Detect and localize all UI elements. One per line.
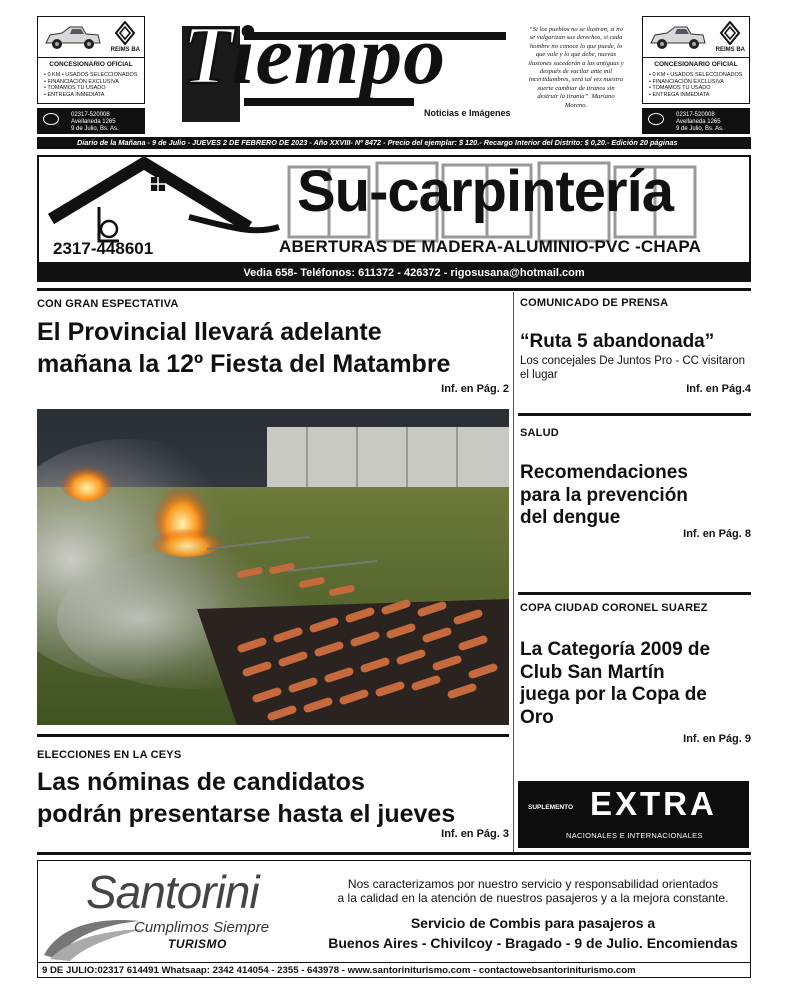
elecciones-ref: Inf. en Pág. 3 bbox=[441, 828, 509, 840]
column-divider bbox=[513, 292, 514, 852]
copa-headline-line: Oro bbox=[520, 706, 554, 728]
dealer-title: CONCESIONARIO OFICIAL bbox=[49, 61, 133, 68]
carpinteria-ad bbox=[37, 155, 751, 264]
dealer-features bbox=[649, 72, 742, 98]
comunicado-dek bbox=[520, 354, 752, 382]
dealer-ad-right bbox=[642, 16, 750, 134]
main-kicker: CON GRAN ESPECTATIVA bbox=[37, 298, 179, 310]
santorini-slogan: Cumplimos Siempre bbox=[134, 919, 270, 936]
dealer-ad-left bbox=[37, 16, 145, 134]
carpinteria-footer: Vedia 658- Teléfonos: 611372 - 426372 - rigosusana@hotmail.com bbox=[37, 264, 751, 282]
dealer-city: 9 de Julio, Bs. As. bbox=[676, 126, 724, 132]
dealer-phone: 02317-520008 bbox=[71, 112, 110, 118]
dealer-features bbox=[44, 72, 137, 98]
divider bbox=[518, 592, 751, 595]
salud-ref: Inf. en Pág. 8 bbox=[683, 528, 751, 540]
supplement-label: SUPLEMENTO bbox=[528, 804, 574, 811]
dealer-brand: REIMS BA bbox=[110, 47, 140, 53]
dealer-feature: • ENTREGA INMEDIATA bbox=[649, 92, 742, 99]
copa-headline-line: juega por la Copa de bbox=[520, 684, 707, 705]
santorini-type: TURISMO bbox=[168, 937, 227, 951]
masthead-quote: “Si los pueblos no se ilustran, si no se vulgarizan sus derechos, si cada hombre no conoce lo que puede, lo que vale y lo que debe, nuevas ilusiones sucederán a las antiguas y después de vacilar ante mil incertidumbres, será tal vez nuestra suerte cambiar de tiranos sin destruir la tiranía”. Mariano Moreno. bbox=[528, 26, 624, 109]
dealer-address: Avellaneda 1265 bbox=[71, 119, 116, 125]
salud-headline-line: del dengue bbox=[520, 507, 621, 528]
santorini-desc-line: Nos caracterizamos por nuestro servicio y responsabilidad orientados bbox=[347, 877, 719, 891]
dealer-feature: • FINANCIACIÓN EXCLUSIVA bbox=[44, 79, 137, 86]
salud-headline bbox=[520, 462, 688, 530]
santorini-description bbox=[318, 877, 748, 905]
main-headline-line: El Provincial llevará adelante bbox=[37, 318, 382, 346]
dealer-feature: • TOMAMOS TU USADO bbox=[44, 85, 137, 92]
dealer-city: 9 de Julio, Bs. As. bbox=[71, 126, 119, 132]
copa-headline-line: Club San Martín bbox=[520, 661, 665, 683]
dealer-feature: • TOMAMOS TU USADO bbox=[649, 85, 742, 92]
main-ref: Inf. en Pág. 2 bbox=[441, 383, 509, 395]
dealer-brand: REIMS BA bbox=[715, 47, 745, 53]
elecciones-headline-line: podrán presentarse hasta el jueves bbox=[37, 800, 456, 828]
copa-headline-line: La Categoría 2009 de bbox=[520, 639, 711, 660]
dateline: Diario de la Mañana - 9 de Julio - JUEVES 2 DE FEBRERO DE 2023 - Año XXVIII- Nº 8472 - Precio del ejemplar: $ 120.- Recargo Interior del Distrito: $ 0,20.- Edición 20 páginas bbox=[37, 137, 751, 149]
santorini-name: Santorini bbox=[86, 866, 259, 918]
salud-kicker: SALUD bbox=[520, 427, 559, 439]
carpinteria-phone: 2317-448601 bbox=[53, 239, 154, 258]
renault-logo-icon bbox=[114, 21, 136, 45]
newspaper-logo: Tiempo bbox=[182, 9, 447, 102]
dealer-feature: • 0 KM • USADOS SELECCIONADOS bbox=[44, 72, 137, 79]
pickup-truck-icon bbox=[42, 23, 102, 53]
elecciones-headline-line: Las nóminas de candidatos bbox=[37, 768, 365, 796]
extra-supplement-banner bbox=[518, 781, 749, 848]
dealer-title: CONCESIONARIO OFICIAL bbox=[654, 61, 738, 68]
dealer-phone: 02317-520008 bbox=[676, 112, 715, 118]
divider bbox=[37, 288, 751, 291]
salud-headline-line: para la prevención bbox=[520, 484, 688, 506]
dealer-contact bbox=[37, 108, 145, 134]
supplement-subtitle: NACIONALES E INTERNACIONALES bbox=[566, 831, 703, 840]
logo-rest: iempo bbox=[231, 9, 447, 102]
santorini-service-line: Servicio de Combis para pasajeros a bbox=[410, 915, 656, 931]
supplement-title: EXTRA bbox=[590, 785, 717, 822]
copa-ref: Inf. en Pág. 9 bbox=[683, 733, 751, 745]
santorini-desc-line: a la calidad en la atención de nuestros pasajeros y a la mejora constante. bbox=[337, 891, 729, 905]
renault-logo-icon bbox=[719, 21, 741, 45]
santorini-ad bbox=[37, 860, 751, 978]
carpinteria-brand: Su-carpintería bbox=[297, 159, 673, 224]
main-headline-line: mañana la 12º Fiesta del Matambre bbox=[37, 350, 451, 378]
dealer-address: Avellaneda 1265 bbox=[676, 119, 721, 125]
elecciones-kicker: ELECCIONES EN LA CEYS bbox=[37, 749, 182, 761]
dealer-feature: • 0 KM • USADOS SELECCIONADOS bbox=[649, 72, 742, 79]
divider bbox=[37, 852, 751, 855]
santorini-contact: 9 DE JULIO:02317 614491 Whatsaap: 2342 414054 - 2355 - 643978 - www.santoriniturismo.com - contactowebsantoriniturismo.com bbox=[38, 962, 750, 978]
salud-headline-line: Recomendaciones bbox=[520, 462, 688, 483]
copa-headline bbox=[520, 639, 710, 729]
dealer-feature: • ENTREGA INMEDIATA bbox=[44, 92, 137, 99]
main-headline bbox=[37, 316, 450, 380]
logo-tagline: Noticias e Imágenes bbox=[424, 108, 511, 118]
dealer-contact bbox=[642, 108, 750, 134]
pickup-truck-icon bbox=[647, 23, 707, 53]
comunicado-dek-line: el lugar bbox=[520, 369, 558, 381]
whatsapp-icon bbox=[648, 113, 664, 125]
comunicado-headline: “Ruta 5 abandonada” bbox=[520, 331, 715, 352]
divider bbox=[37, 734, 509, 737]
carpinteria-tagline: ABERTURAS DE MADERA-ALUMINIO-PVC -CHAPA bbox=[279, 237, 702, 256]
copa-kicker: COPA CIUDAD CORONEL SUAREZ bbox=[520, 602, 708, 614]
whatsapp-icon bbox=[43, 113, 59, 125]
santorini-service bbox=[318, 913, 748, 953]
comunicado-kicker: COMUNICADO DE PRENSA bbox=[520, 297, 669, 309]
divider bbox=[518, 413, 751, 416]
asado-photo bbox=[37, 409, 509, 725]
comunicado-dek-line: Los concejales De Juntos Pro - CC visitaron bbox=[520, 355, 745, 367]
dealer-feature: • FINANCIACIÓN EXCLUSIVA bbox=[649, 79, 742, 86]
elecciones-headline bbox=[37, 766, 455, 830]
comunicado-ref: Inf. en Pág.4 bbox=[686, 383, 751, 395]
santorini-service-line: Buenos Aires - Chivilcoy - Bragado - 9 de Julio. Encomiendas bbox=[328, 935, 738, 951]
